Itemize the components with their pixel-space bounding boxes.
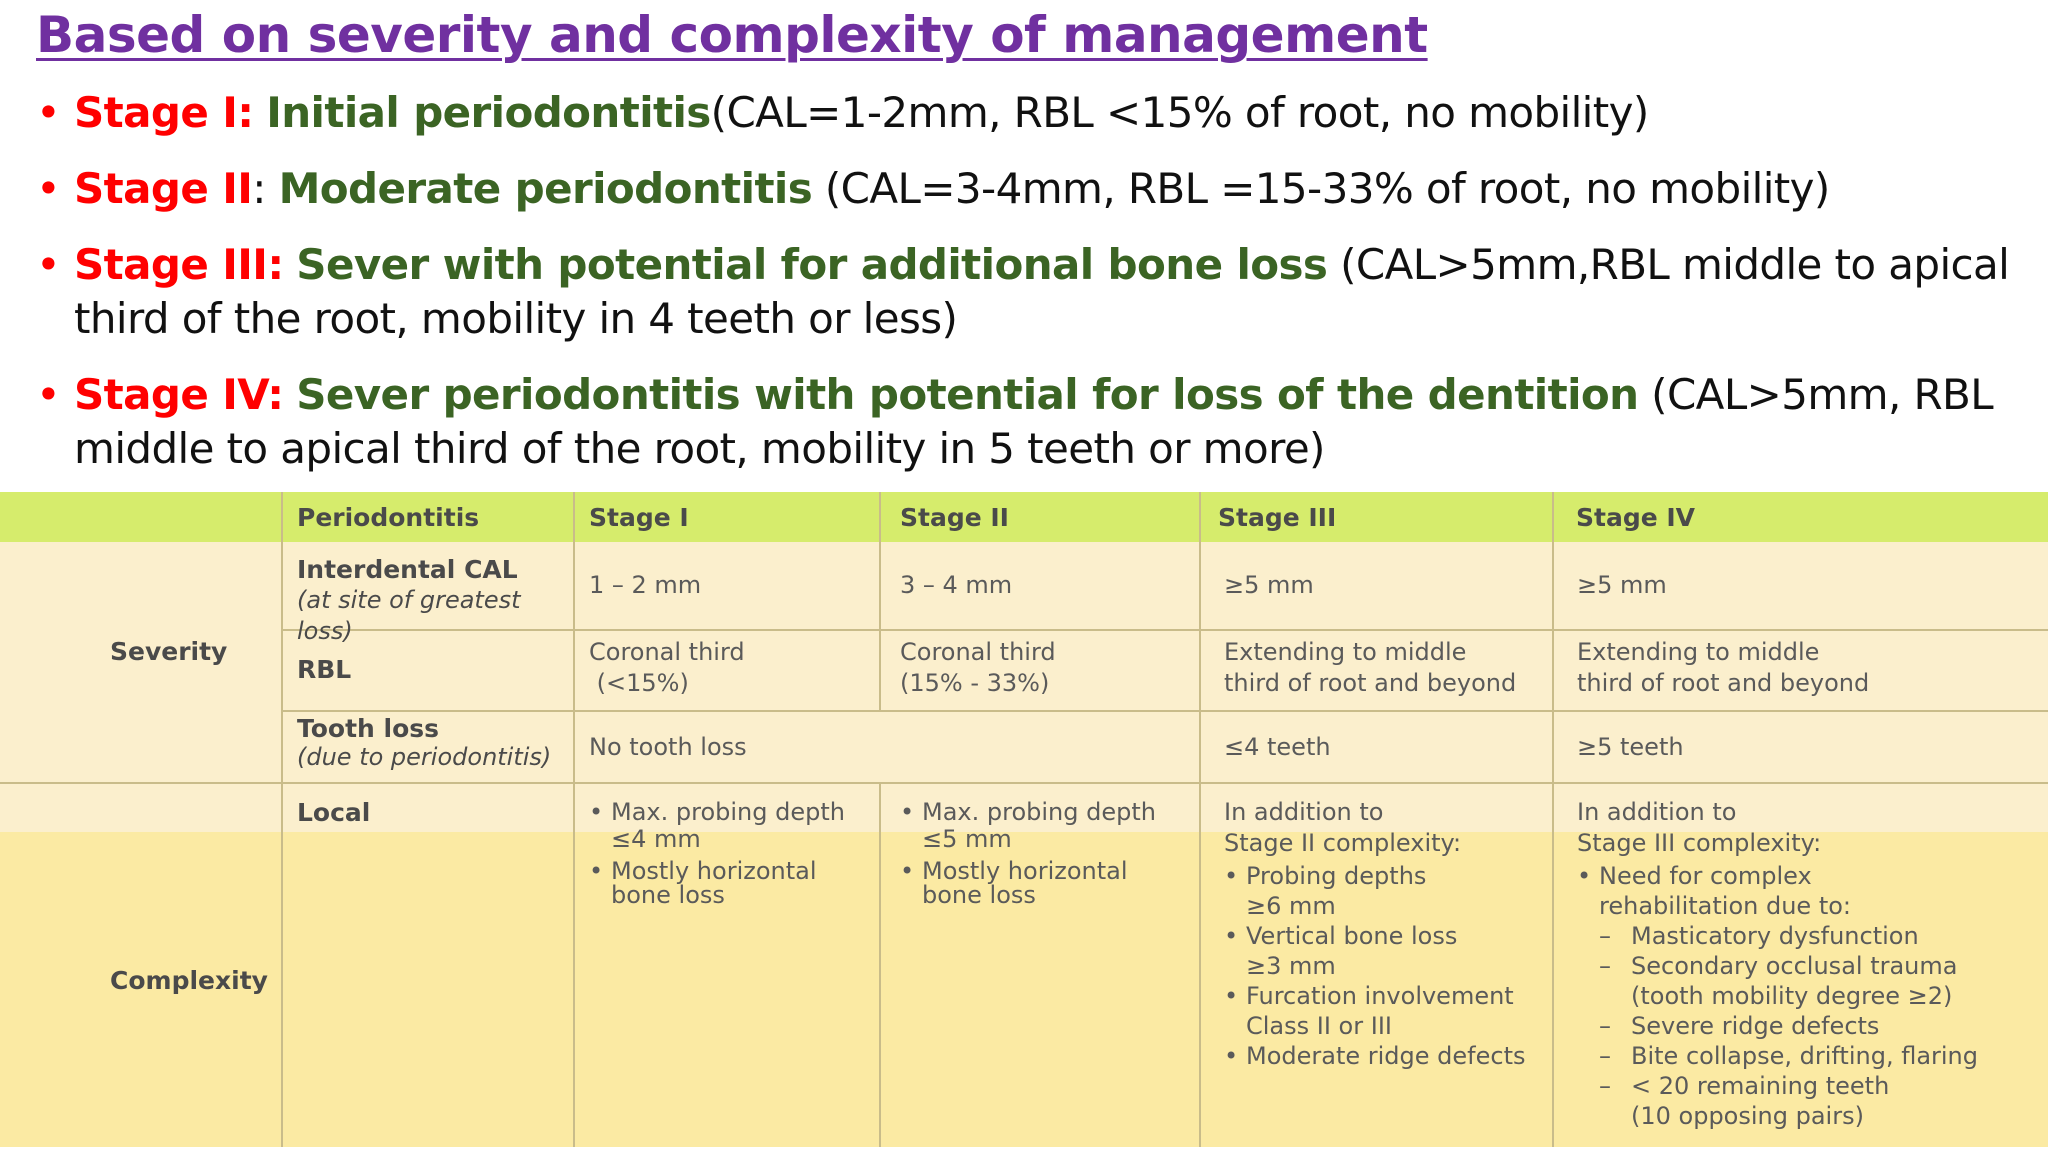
complexity-label: Complexity: [110, 966, 268, 995]
local-stage-4: [1561, 797, 2048, 1131]
list-line: – Severe ridge defects: [1631, 1012, 1880, 1040]
rbl-stage-2: [884, 637, 1072, 699]
staging-table: [0, 492, 2048, 1147]
list-item: [1577, 861, 2032, 1131]
list-line: – Masticatory dysfunction: [1631, 922, 1919, 950]
row-divider: [281, 710, 2048, 712]
sub-list-item: [1599, 1011, 2032, 1041]
stage-item: [36, 238, 2026, 346]
stage-name: Moderate periodontitis: [278, 164, 813, 213]
list-line: • Moderate ridge defects: [1246, 1042, 1526, 1070]
rbl-stage-1: [573, 637, 761, 699]
rbl-line: Extending to middle: [1224, 638, 1467, 666]
stage-name: Initial periodontitis: [266, 88, 711, 137]
tooth-loss-stage-3: ≤4 teeth: [1224, 733, 1331, 761]
stage-separator: [284, 240, 297, 289]
intro-line: Stage II complexity:: [1224, 829, 1462, 857]
cal-sublabel: (at site of greatest loss): [297, 586, 521, 645]
list-line: • Mostly horizontal: [611, 857, 817, 885]
list-item: [589, 797, 863, 851]
stage-list: [36, 86, 2026, 498]
tooth-loss-sublabel: (due to periodontitis): [297, 743, 552, 771]
stage-detail: (CAL=1-2mm, RBL <15% of root, no mobility): [710, 88, 1649, 137]
list-line: ≤5 mm: [922, 825, 1012, 853]
cal-row-label: [281, 554, 573, 647]
list-line: ≤4 mm: [611, 825, 701, 853]
column-divider: [1199, 492, 1201, 1147]
list-line: rehabilitation due to:: [1599, 892, 1851, 920]
list-line: – < 20 remaining teeth: [1631, 1072, 1890, 1100]
tooth-loss-stage-4: ≥5 teeth: [1577, 733, 1684, 761]
rbl-line: third of root and beyond: [1224, 669, 1517, 697]
rbl-line: Extending to middle: [1577, 638, 1820, 666]
list-line: bone loss: [922, 881, 1036, 909]
stage-name: Sever with potential for additional bone loss: [296, 240, 1328, 289]
local-stage-2: [884, 797, 1199, 907]
stage-separator: :: [252, 164, 279, 213]
row-divider: [0, 782, 2048, 784]
stage-item: [36, 162, 2026, 216]
column-divider: [1552, 492, 1554, 1147]
rbl-stage-3: [1208, 637, 1532, 699]
rbl-line: Coronal third: [900, 638, 1056, 666]
cal-stage-1: 1 – 2 mm: [589, 571, 702, 599]
rbl-line: third of root and beyond: [1577, 669, 1870, 697]
rbl-line: (<15%): [589, 669, 689, 697]
rbl-stage-4: [1561, 637, 1885, 699]
sub-list-item: [1599, 1071, 2032, 1131]
cal-stage-2: 3 – 4 mm: [900, 571, 1013, 599]
list-item: [589, 859, 863, 907]
local-label: Local: [297, 798, 371, 827]
list-line: bone loss: [611, 881, 725, 909]
header-stage-1: Stage I: [589, 503, 689, 532]
list-line: – Secondary occlusal trauma: [1631, 952, 1958, 980]
local-stage-1: [573, 797, 879, 907]
header-periodontitis: Periodontitis: [297, 503, 480, 532]
column-divider: [879, 782, 881, 1147]
sub-list-item: [1599, 1041, 2032, 1071]
rbl-label: RBL: [297, 655, 352, 684]
intro-line: In addition to: [1224, 798, 1384, 826]
stage-detail: (CAL>5mm,RBL middle to apical third of the root, mobility in 4 teeth or less): [74, 240, 2010, 343]
list-line: • Mostly horizontal: [922, 857, 1128, 885]
list-line: • Probing depths: [1246, 862, 1427, 890]
stage-item: [36, 86, 2026, 140]
intro-line: In addition to: [1577, 798, 1737, 826]
list-line: (10 opposing pairs): [1631, 1102, 1864, 1130]
list-item: [1224, 981, 1536, 1041]
stage-detail: (CAL>5mm, RBL middle to apical third of the root, mobility in 5 teeth or more): [74, 370, 1994, 473]
stage-separator: [283, 370, 296, 419]
list-line: ≥3 mm: [1246, 952, 1336, 980]
stage-name: Sever periodontitis with potential for loss of the dentition: [296, 370, 1639, 419]
list-line: • Furcation involvement: [1246, 982, 1514, 1010]
stage-label: Stage III:: [74, 240, 284, 289]
stage-label: Stage II: [74, 164, 253, 213]
stage-item: [36, 368, 2026, 476]
list-item: [1224, 861, 1536, 921]
list-line: Class II or III: [1246, 1012, 1392, 1040]
stage-detail: (CAL=3-4mm, RBL =15-33% of root, no mobility): [812, 164, 1830, 213]
list-line: (tooth mobility degree ≥2): [1631, 982, 1953, 1010]
list-item: [1224, 921, 1536, 981]
rbl-line: (15% - 33%): [900, 669, 1050, 697]
rbl-line: Coronal third: [589, 638, 745, 666]
tooth-loss-row-label: [281, 715, 573, 771]
tooth-loss-stage-1-2: No tooth loss: [589, 733, 747, 761]
list-line: ≥6 mm: [1246, 892, 1336, 920]
sub-list-item: [1599, 921, 2032, 951]
sub-list-item: [1599, 951, 2032, 1011]
cal-stage-3: ≥5 mm: [1224, 571, 1314, 599]
intro-line: Stage III complexity:: [1577, 829, 1822, 857]
list-line: • Need for complex: [1599, 862, 1812, 890]
list-item: [900, 859, 1183, 907]
header-stage-3: Stage III: [1218, 503, 1337, 532]
list-line: • Max. probing depth: [611, 798, 845, 826]
column-divider: [879, 492, 881, 710]
list-line: • Max. probing depth: [922, 798, 1156, 826]
stage-separator: [253, 88, 266, 137]
list-line: • Vertical bone loss: [1246, 922, 1458, 950]
cal-stage-4: ≥5 mm: [1577, 571, 1667, 599]
stage-label: Stage IV:: [74, 370, 284, 419]
severity-label: Severity: [110, 637, 228, 666]
local-stage-3: [1208, 797, 1552, 1071]
list-line: – Bite collapse, drifting, flaring: [1631, 1042, 1979, 1070]
list-item: [1224, 1041, 1536, 1071]
stage-label: Stage I:: [74, 88, 254, 137]
slide-title: Based on severity and complexity of management: [36, 6, 1428, 64]
cal-label: Interdental CAL: [297, 555, 518, 584]
tooth-loss-label: Tooth loss: [297, 714, 440, 743]
list-item: [900, 797, 1183, 851]
header-stage-4: Stage IV: [1576, 503, 1696, 532]
header-stage-2: Stage II: [900, 503, 1009, 532]
